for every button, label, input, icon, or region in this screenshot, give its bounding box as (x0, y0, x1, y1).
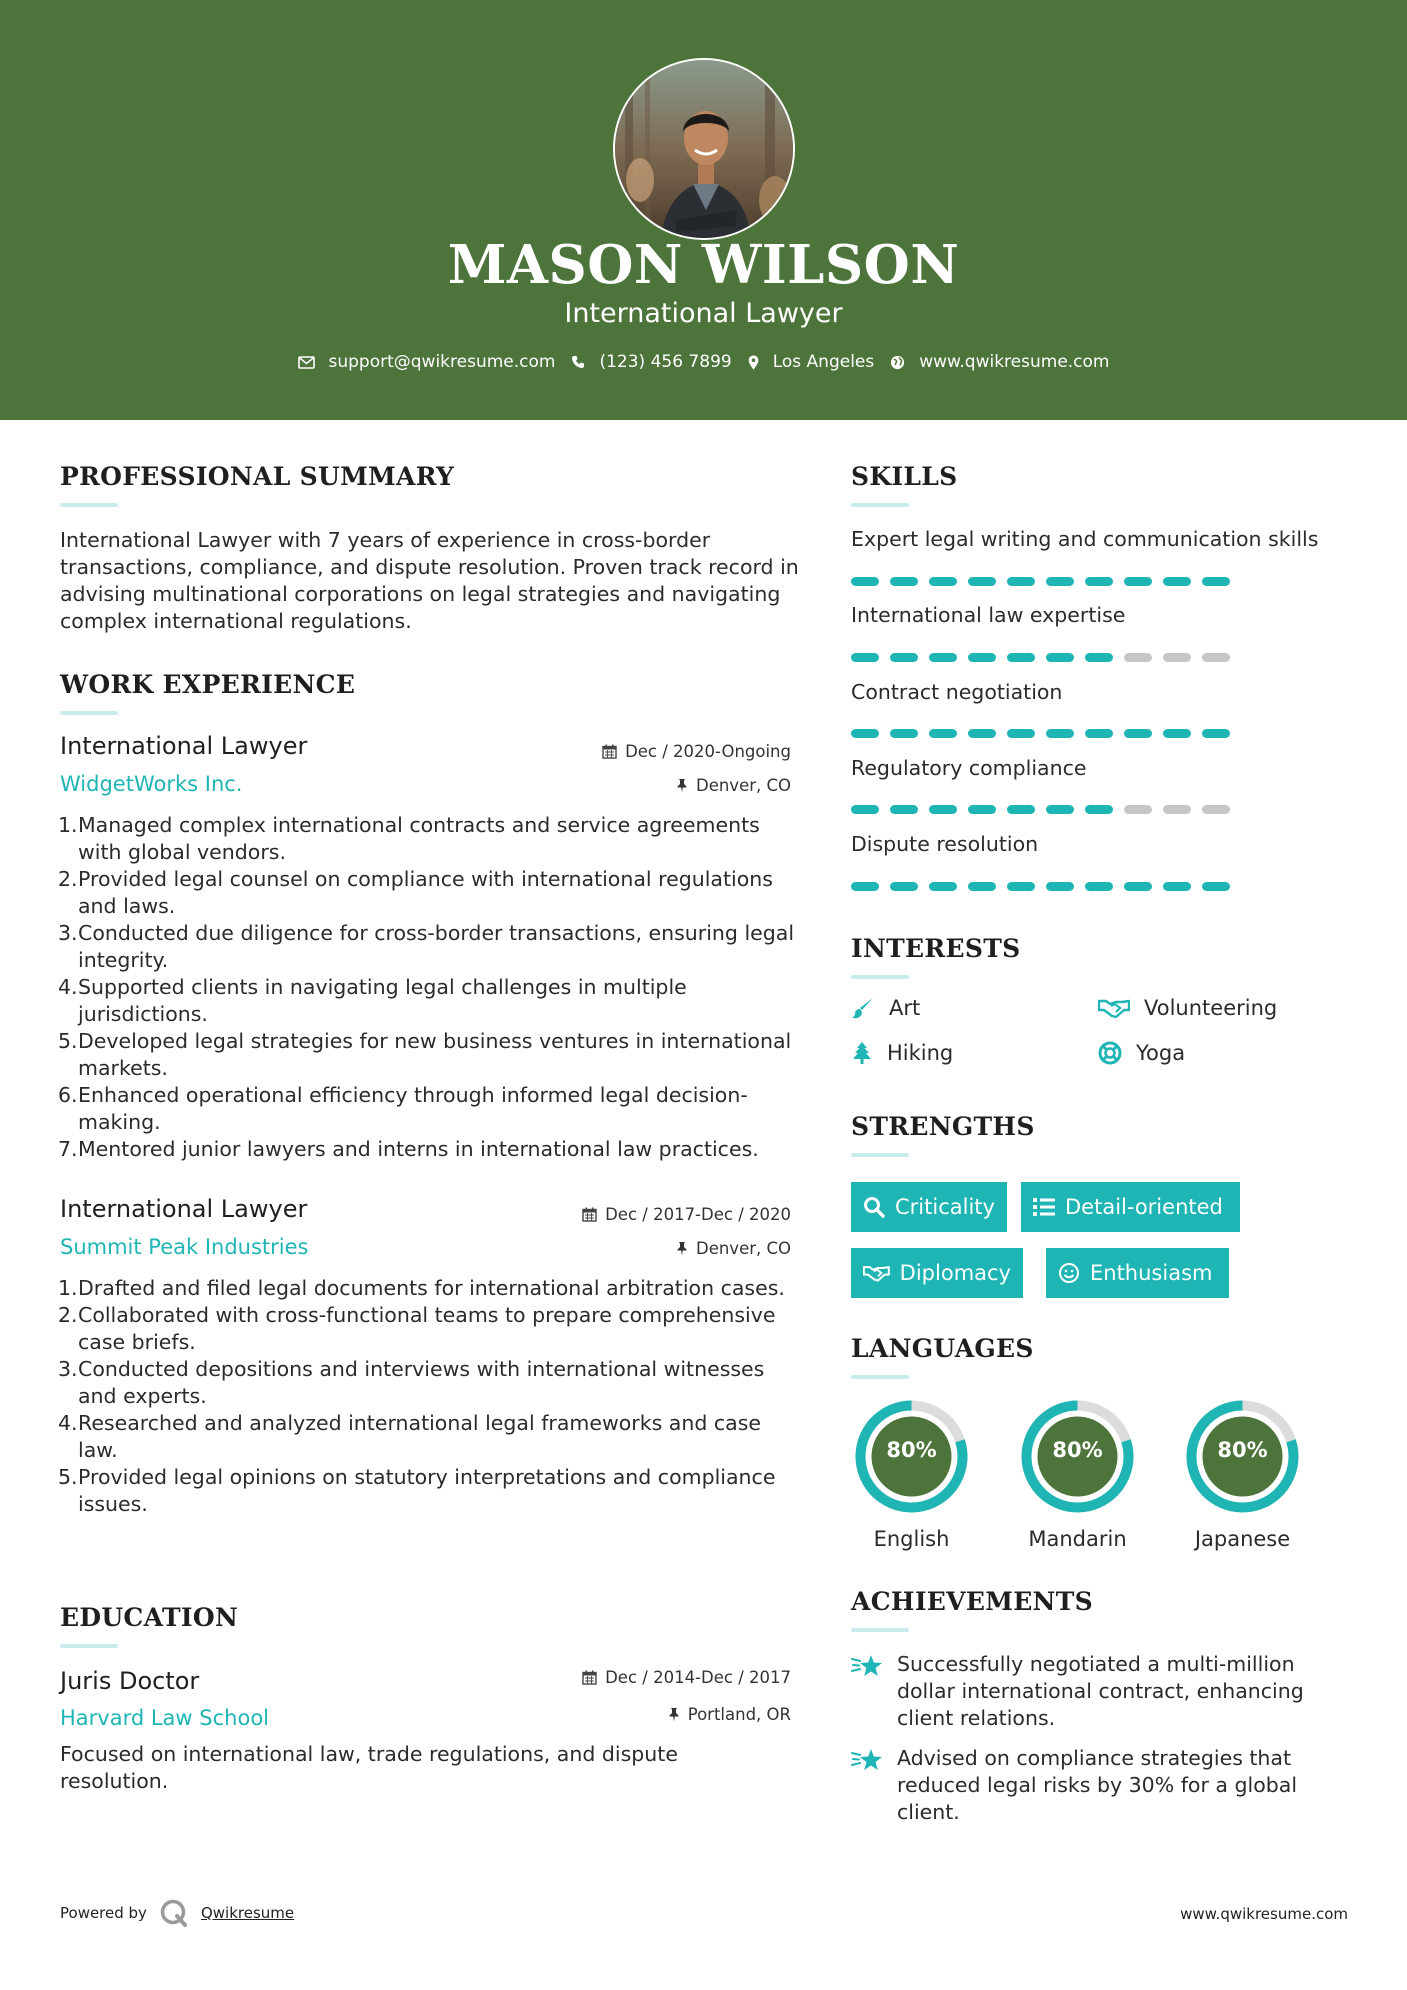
skill-dash-filled (1085, 805, 1113, 814)
summary-title: PROFESSIONAL SUMMARY (60, 462, 455, 491)
work-title: WORK EXPERIENCE (60, 670, 356, 699)
footer-powered-by-text: Powered by (60, 1904, 147, 1922)
education-title: EDUCATION (60, 1603, 239, 1632)
list-icon (1033, 1197, 1055, 1217)
skill-3-label: Contract negotiation (851, 680, 1063, 704)
strength-diplomacy (851, 1248, 1023, 1298)
contact-email[interactable] (298, 352, 556, 372)
paintbrush-icon (851, 996, 875, 1020)
strength-criticality (851, 1182, 1007, 1232)
skill-dash-empty (1124, 653, 1152, 662)
skill-dash-filled (1046, 805, 1074, 814)
job-1-title: International Lawyer (60, 732, 308, 760)
achievement-1 (851, 1651, 1351, 1732)
skill-dash-filled (1046, 653, 1074, 662)
skill-dash-filled (851, 653, 879, 662)
skill-dash-filled (890, 729, 918, 738)
skill-dash-filled (1007, 729, 1035, 738)
calendar-icon (582, 1207, 597, 1222)
list-item: 4. Supported clients in navigating legal challenges in multiple jurisdictions. (58, 975, 687, 1026)
skill-dash-filled (1124, 882, 1152, 891)
skill-dash-filled (1007, 805, 1035, 814)
candidate-name: MASON WILSON (447, 234, 960, 296)
skill-dash-filled (1085, 653, 1113, 662)
pushpin-icon (676, 778, 688, 793)
language-english-name: English (873, 1527, 950, 1551)
phone-icon (571, 355, 585, 369)
footer-brand-link[interactable]: Qwikresume (200, 1904, 295, 1922)
list-item: 6. Enhanced operational efficiency through informed legal decision-making. (58, 1083, 748, 1134)
language-mandarin-name: Mandarin (1028, 1527, 1127, 1551)
skill-dash-filled (890, 882, 918, 891)
education-degree: Juris Doctor (60, 1667, 200, 1695)
footer-website[interactable]: www.qwikresume.com (1180, 1905, 1348, 1923)
skill-dash-empty (1124, 805, 1152, 814)
job-2-date (480, 1205, 791, 1224)
calendar-icon (582, 1670, 597, 1685)
calendar-icon (602, 744, 617, 759)
skill-dash-filled (1007, 653, 1035, 662)
job-2-bullets (60, 1275, 800, 1518)
interest-hiking (851, 1041, 953, 1065)
skill-dash-filled (929, 729, 957, 738)
skill-dash-filled (1163, 577, 1191, 586)
job-2-company[interactable]: Summit Peak Industries (60, 1235, 309, 1259)
job-1-date-text: Dec / 2020-Ongoing (625, 742, 791, 761)
contact-bar (0, 352, 1407, 372)
education-location-text: Portland, OR (687, 1705, 791, 1724)
education-school[interactable]: Harvard Law School (60, 1706, 269, 1730)
strength-detail-oriented (1021, 1182, 1240, 1232)
achievements-title: ACHIEVEMENTS (851, 1587, 1093, 1616)
contact-email-text: support@qwikresume.com (328, 352, 556, 372)
education-text: Focused on international law, trade regulations, and dispute resolution. (60, 1742, 678, 1793)
skills-title: SKILLS (851, 462, 958, 491)
contact-website-text: www.qwikresume.com (919, 352, 1110, 372)
list-item: 4. Researched and analyzed international legal frameworks and case law. (58, 1411, 762, 1462)
job-1-company[interactable]: WidgetWorks Inc. (60, 772, 243, 796)
footer-powered-by (60, 1898, 294, 1928)
shooting-star-icon (851, 1747, 883, 1775)
handshake-icon (863, 1262, 890, 1284)
skill-dash-filled (890, 577, 918, 586)
strength-diplomacy-label: Diplomacy (899, 1261, 1011, 1285)
search-icon (863, 1196, 885, 1218)
strength-enthusiasm (1046, 1248, 1229, 1298)
list-item: 5. Developed legal strategies for new business ventures in international markets. (58, 1029, 792, 1080)
skill-dash-filled (1085, 729, 1113, 738)
skill-dash-filled (851, 729, 879, 738)
achievement-2-text: Advised on compliance strategies that reduced legal risks by 30% for a global client. (897, 1746, 1298, 1824)
language-mandarin (1015, 1394, 1140, 1551)
skill-5-label: Dispute resolution (851, 832, 1039, 856)
candidate-role: International Lawyer (564, 298, 843, 329)
language-english (849, 1394, 974, 1551)
contact-phone-text: (123) 456 7899 (599, 352, 732, 372)
skill-dash-filled (929, 653, 957, 662)
skill-4-label: Regulatory compliance (851, 756, 1087, 780)
strength-detail-oriented-label: Detail-oriented (1065, 1195, 1223, 1219)
interests-title: INTERESTS (851, 934, 1021, 963)
interest-yoga-label: Yoga (1136, 1041, 1186, 1065)
skill-3-rating (851, 729, 1230, 738)
list-item: 1. Managed complex international contracts and service agreements with global vendors. (58, 813, 760, 864)
skills-rule (851, 503, 909, 507)
skill-dash-filled (890, 805, 918, 814)
job-1-location-text: Denver, CO (695, 776, 791, 795)
skill-dash-filled (1202, 577, 1230, 586)
achievement-2 (851, 1745, 1351, 1826)
education-location (480, 1705, 791, 1724)
contact-location-text: Los Angeles (772, 352, 875, 372)
profile-photo (613, 58, 795, 240)
skill-dash-empty (1163, 805, 1191, 814)
skill-dash-filled (851, 882, 879, 891)
job-2-title: International Lawyer (60, 1195, 308, 1223)
language-japanese (1180, 1394, 1305, 1551)
strength-criticality-label: Criticality (895, 1195, 995, 1219)
summary-text: International Lawyer with 7 years of experience in cross-border transactions, compliance, and dispute resolution. Proven track record in advising multinational corporations on legal strategies and navigating complex international regulations. (60, 528, 799, 633)
language-japanese-name: Japanese (1194, 1527, 1291, 1551)
job-2-location-text: Denver, CO (695, 1239, 791, 1258)
list-item: 2. Provided legal counsel on compliance with international regulations and laws. (58, 867, 773, 918)
pushpin-icon (668, 1707, 680, 1722)
languages-title: LANGUAGES (851, 1334, 1034, 1363)
smile-icon (1058, 1262, 1080, 1284)
languages-rule (851, 1375, 909, 1379)
skill-dash-filled (1124, 577, 1152, 586)
job-1-date (480, 742, 791, 761)
skill-dash-filled (1202, 729, 1230, 738)
skill-dash-filled (851, 577, 879, 586)
language-english-percent: 80% (886, 1438, 937, 1462)
skill-dash-filled (968, 729, 996, 738)
list-item: 5. Provided legal opinions on statutory interpretations and compliance issues. (58, 1465, 776, 1516)
skill-dash-empty (1202, 653, 1230, 662)
skill-dash-empty (1202, 805, 1230, 814)
list-item: 2. Collaborated with cross-functional teams to prepare comprehensive case briefs. (58, 1303, 776, 1354)
strength-enthusiasm-label: Enthusiasm (1090, 1261, 1213, 1285)
skill-5-rating (851, 882, 1230, 891)
handshake-icon (1098, 996, 1130, 1020)
skill-4-rating (851, 805, 1230, 814)
pushpin-icon (676, 1241, 688, 1256)
skill-dash-filled (1163, 729, 1191, 738)
interest-art-label: Art (889, 996, 921, 1020)
tree-icon (851, 1041, 873, 1065)
contact-website[interactable] (890, 352, 1109, 372)
skill-dash-filled (1085, 577, 1113, 586)
resume-header (0, 0, 1407, 420)
summary-rule (60, 503, 118, 507)
skill-dash-filled (1202, 882, 1230, 891)
envelope-icon (298, 356, 315, 369)
skill-dash-filled (1046, 729, 1074, 738)
interests-rule (851, 975, 909, 979)
profile-photo-image (615, 60, 795, 240)
skill-dash-filled (968, 653, 996, 662)
list-item: 3. Conducted depositions and interviews with international witnesses and experts. (58, 1357, 765, 1408)
skill-1-label: Expert legal writing and communication skills (851, 527, 1319, 551)
list-item: 3. Conducted due diligence for cross-border transactions, ensuring legal integrity. (58, 921, 795, 972)
strengths-rule (851, 1153, 909, 1157)
language-mandarin-percent: 80% (1052, 1438, 1103, 1462)
achievements-rule (851, 1628, 909, 1632)
interest-volunteering (1098, 996, 1277, 1020)
skill-dash-filled (1163, 882, 1191, 891)
list-item: 7. Mentored junior lawyers and interns in international law practices. (58, 1137, 759, 1161)
skill-dash-filled (1046, 882, 1074, 891)
skill-dash-empty (1163, 653, 1191, 662)
qwikresume-logo-icon (159, 1898, 189, 1928)
skill-2-label: International law expertise (851, 603, 1126, 627)
skill-dash-filled (929, 805, 957, 814)
skill-dash-filled (929, 882, 957, 891)
skill-dash-filled (968, 577, 996, 586)
job-1-bullets (60, 812, 800, 1163)
skill-dash-filled (1007, 882, 1035, 891)
skill-dash-filled (929, 577, 957, 586)
achievement-1-text: Successfully negotiated a multi-million dollar international contract, enhancing client relations. (897, 1652, 1304, 1730)
globe-icon (890, 355, 905, 370)
job-2-location (480, 1239, 791, 1258)
skill-dash-filled (890, 653, 918, 662)
skill-dash-filled (1046, 577, 1074, 586)
interest-art (851, 996, 920, 1020)
shooting-star-icon (851, 1653, 883, 1681)
education-date-text: Dec / 2014-Dec / 2017 (605, 1668, 791, 1687)
lifebuoy-icon (1098, 1041, 1122, 1065)
contact-location (748, 352, 875, 372)
job-1-location (480, 776, 791, 795)
list-item: 1. Drafted and filed legal documents for international arbitration cases. (58, 1276, 785, 1300)
work-rule (60, 711, 118, 715)
skill-dash-filled (968, 805, 996, 814)
job-2-date-text: Dec / 2017-Dec / 2020 (605, 1205, 791, 1224)
skill-1-rating (851, 577, 1230, 586)
skill-dash-filled (1007, 577, 1035, 586)
education-date (480, 1668, 791, 1687)
skill-dash-filled (1124, 729, 1152, 738)
skill-dash-filled (968, 882, 996, 891)
strengths-title: STRENGTHS (851, 1112, 1035, 1141)
contact-phone[interactable] (571, 352, 731, 372)
interest-yoga (1098, 1041, 1185, 1065)
language-japanese-percent: 80% (1217, 1438, 1268, 1462)
map-marker-icon (748, 355, 759, 370)
interest-hiking-label: Hiking (887, 1041, 954, 1065)
skill-dash-filled (851, 805, 879, 814)
skill-2-rating (851, 653, 1230, 662)
interest-volunteering-label: Volunteering (1144, 996, 1278, 1020)
skill-dash-filled (1085, 882, 1113, 891)
education-rule (60, 1644, 118, 1648)
